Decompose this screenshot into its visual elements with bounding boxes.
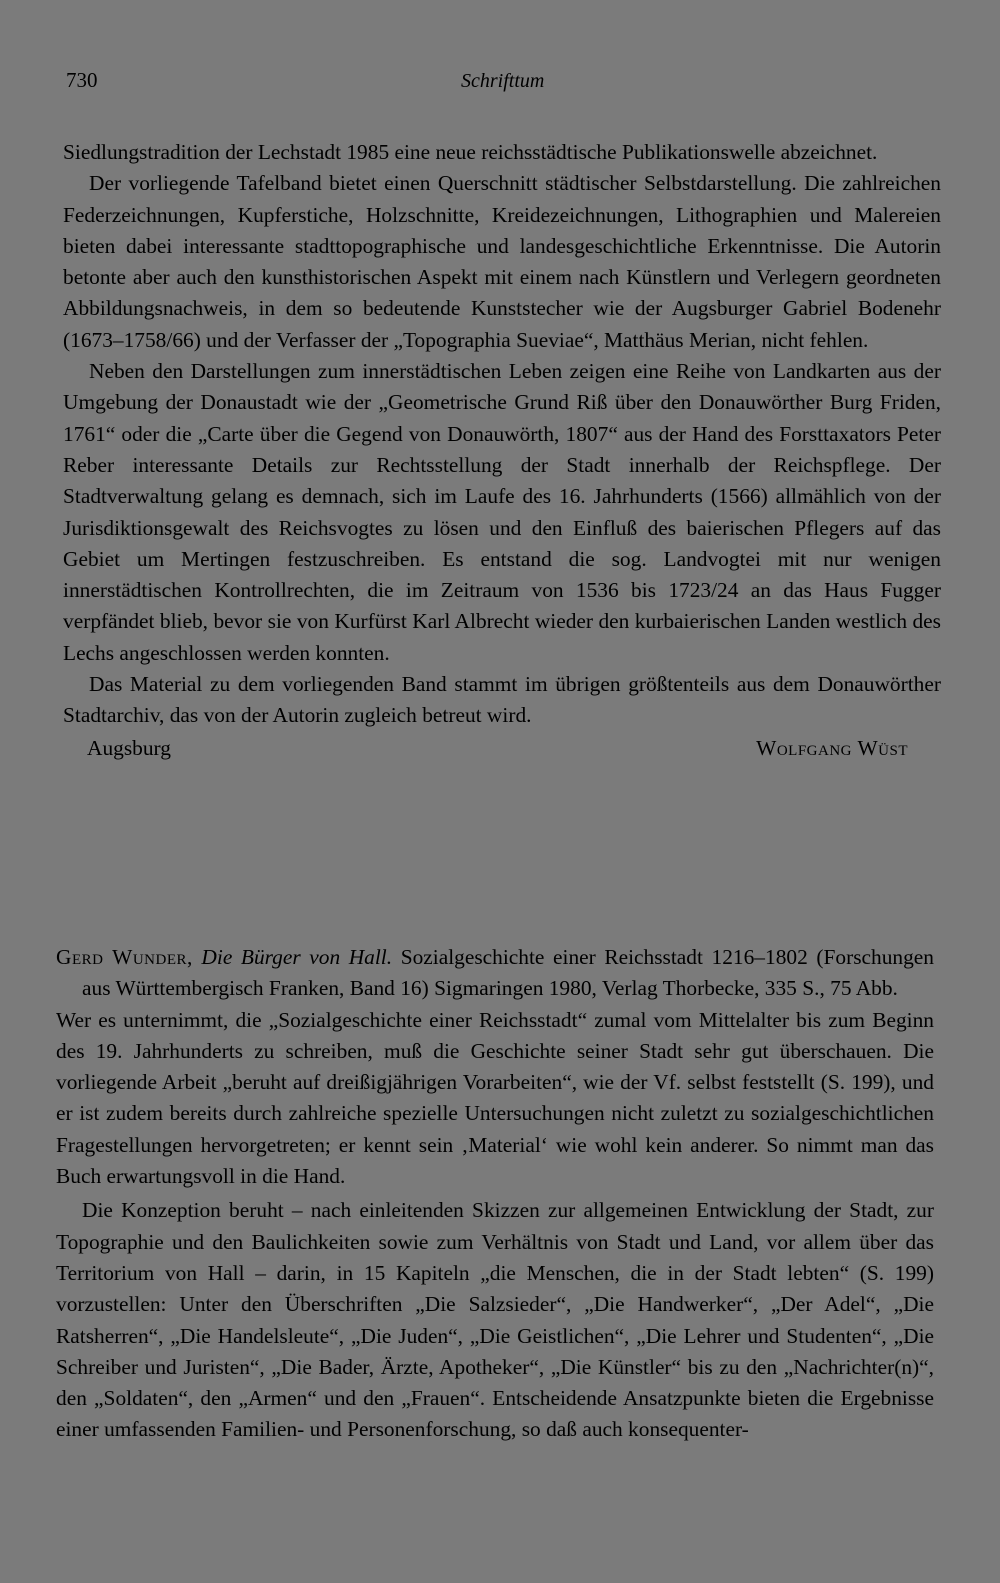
review-2	[56, 942, 934, 1446]
review-place: Augsburg	[87, 735, 171, 760]
citation-details: Sozialgeschichte einer Reichsstadt 1216–1802 (Forschungen aus Württembergisch Franken, Band 16) Sigmaringen 1980, Verlag Thorbecke, 335 S., 75 Abb.	[82, 945, 934, 1001]
running-title: Schrifttum	[461, 70, 545, 92]
book-title: Die Bürger von Hall.	[201, 945, 393, 969]
paragraph: Das Material zu dem vorliegenden Band stammt im übrigen größtenteils aus dem Donauwörther Stadtarchiv, das von der Autorin zugleich betreut wird.	[63, 672, 941, 728]
book-author: Gerd Wunder,	[56, 945, 193, 969]
paragraph: Die Konzeption beruht – nach einleitenden Skizzen zur allgemeinen Entwicklung der Stadt, zur Topographie und den Baulichkeiten sowie zum Verhältnis von Stadt und Land, vor allem über das Territorium von Hall – darin, in 15 Kapiteln „die Menschen, die in der Stadt lebten“ (S. 199) vorzustellen: Unter den Überschriften „Die Salzsieder“, „Die Handwerker“, „Der Adel“, „Die Ratsherren“, „Die Handelsleute“, „Die Juden“, „Die Geistlichen“, „Die Lehrer und Studenten“, „Die Schreiber und Juristen“, „Die Bader, Ärzte, Apotheker“, „Die Künstler“ bis zu den „Nachrichter(n)“, den „Soldaten“, den „Armen“ und den „Frauen“. Entscheidende Ansatzpunkte bieten die Ergebnisse einer umfassenden Familien- und Personenforschung, so daß auch konsequenter-	[56, 1198, 934, 1442]
page-number: 730	[66, 68, 98, 92]
book-citation	[56, 942, 934, 1005]
review-signature	[63, 733, 941, 764]
paragraph: Neben den Darstellungen zum innerstädtischen Leben zeigen eine Reihe von Landkarten aus der Umgebung der Donaustadt wie der „Geometrische Grund Riß über den Donauwörther Burg Friden, 1761“ oder die „Carte über die Gegend von Donauwörth, 1807“ aus der Hand des Forsttaxators Peter Reber interessante Details zur Rechtsstellung der Stadt innerhalb der Reichspflege. Der Stadtverwaltung gelang es demnach, sich im Laufe des 16. Jahrhunderts (1566) allmählich von der Jurisdiktionsgewalt des Reichsvogtes zu lösen und den Einfluß des baierischen Pflegers auf das Gebiet um Mertingen festzuschreiben. Es entstand die sog. Landvogtei mit nur wenigen innerstädtischen Kontrollrechten, die im Zeitraum von 1536 bis 1723/24 an das Haus Fugger verpfändet blieb, bevor sie von Kurfürst Karl Albrecht wieder den kurbaierischen Landen westlich des Lechs angeschlossen werden konnten.	[63, 359, 941, 665]
paragraph: Der vorliegende Tafelband bietet einen Querschnitt städtischer Selbstdarstellung. Die zahlreichen Federzeichnungen, Kupferstiche, Holzschnitte, Kreidezeichnungen, Lithographien und Malereien bieten dabei interessante stadttopographische und landesgeschichtliche Erkenntnisse. Die Autorin betonte aber auch den kunsthistorischen Aspekt mit einem nach Künstlern und Verlegern geordneten Abbildungsnachweis, in dem so bedeutende Kunststecher wie der Augsburger Gabriel Bodenehr (1673–1758/66) und der Verfasser der „Topographia Sueviae“, Matthäus Merian, nicht fehlen.	[63, 171, 941, 352]
review-1	[63, 137, 941, 764]
reviewer-name: Wolfgang Wüst	[756, 735, 908, 760]
running-head	[66, 68, 936, 98]
paragraph: Wer es unternimmt, die „Sozialgeschichte einer Reichsstadt“ zumal vom Mittelalter bis zum Beginn des 19. Jahrhunderts zu schreiben, muß die Geschichte seiner Stadt sehr gut überschauen. Die vorliegende Arbeit „beruht auf dreißigjährigen Vorarbeiten“, wie der Vf. selbst feststellt (S. 199), und er ist zudem bereits durch zahlreiche spezielle Untersuchungen nicht zuletzt zu sozialgeschichtlichen Fragestellungen hervorgetreten; er kennt sein ‚Material‘ wie wohl kein anderer. So nimmt man das Buch erwartungsvoll in die Hand.	[56, 1007, 934, 1189]
paragraph: Siedlungstradition der Lechstadt 1985 eine neue reichsstädtische Publikationswelle abzeichnet.	[63, 140, 878, 164]
